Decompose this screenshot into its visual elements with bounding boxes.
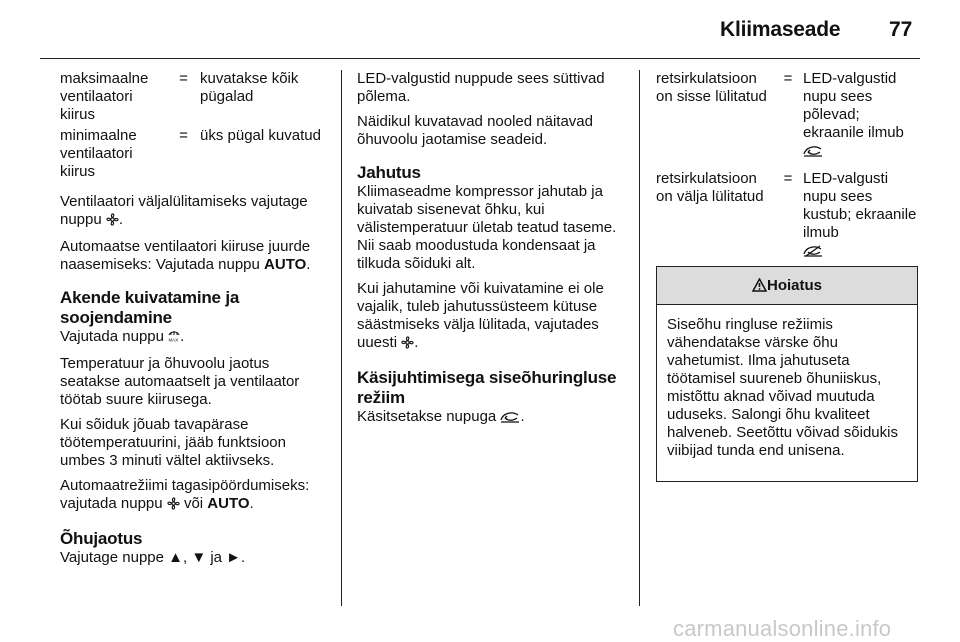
heading-air-distribution: Õhujaotus <box>60 529 143 548</box>
warning-triangle-icon <box>752 269 767 306</box>
heading-defrost: Akende kuivatamine ja soojendamine <box>60 288 240 327</box>
definition-row <box>60 70 322 124</box>
definition-term: retsirkulatsioon on sisse lülitatud <box>656 70 767 105</box>
heading-recirculation: Käsijuhtimisega siseõhuringluse režiim <box>357 368 617 407</box>
column-divider-2 <box>639 70 640 606</box>
footer-watermark: carmanualsonline.info <box>673 616 892 641</box>
recirculation-off-icon <box>803 244 823 262</box>
paragraph-text: . <box>306 256 311 273</box>
paragraph-text: või <box>183 495 204 512</box>
definition-desc: kuvatakse kõik pügalad <box>200 70 299 105</box>
paragraph-text: . <box>180 328 185 345</box>
paragraph-text: Vajutada nuppu <box>60 328 164 345</box>
paragraph-defrost-duration: Kui sõiduk jõuab tavapärase töötemperatuurini, jääb funktsioon umbes 3 minuti vältel aktiivseks. <box>60 416 286 469</box>
recirculation-definitions <box>656 70 920 262</box>
fan-speed-definitions <box>60 70 322 181</box>
definition-equals: = <box>179 70 188 87</box>
column-1 <box>60 70 322 574</box>
definition-desc: LED-valgusti nupu sees kustub; ekraanile ilmub <box>803 170 917 241</box>
auto-label: AUTO <box>207 495 250 512</box>
header-rule <box>40 58 920 59</box>
definition-term: minimaalne ventilaatori kiirus <box>60 127 137 180</box>
recirculation-icon <box>500 410 520 428</box>
paragraph-auto-fan <box>60 238 322 274</box>
definition-row <box>656 170 920 262</box>
definition-equals: = <box>179 127 188 144</box>
fan-icon <box>167 497 180 515</box>
paragraph-fan-off <box>60 193 322 231</box>
paragraph-cooling-off <box>357 280 625 354</box>
paragraph-air-distribution: Vajutage nuppe ▲, ▼ ja ►. <box>60 549 246 566</box>
definition-desc-block <box>803 170 920 262</box>
column-2 <box>357 70 625 435</box>
definition-term: retsirkulatsioon on välja lülitatud <box>656 170 764 205</box>
paragraph-text: . <box>414 334 419 351</box>
paragraph-text: Automaatrežiimi tagasipöördumiseks: vajutada nuppu <box>60 477 310 512</box>
fan-icon <box>106 213 119 231</box>
warning-box <box>656 266 918 482</box>
paragraph-led: LED-valgustid nuppude sees süttivad põlema. <box>357 70 605 105</box>
definition-equals: = <box>783 170 793 187</box>
auto-label: AUTO <box>264 256 307 273</box>
column-3 <box>656 70 920 265</box>
fan-icon <box>401 336 414 354</box>
paragraph-arrows: Näidikul kuvatavad nooled näitavad õhuvoolu jaotamise seadeid. <box>357 113 593 148</box>
definition-desc-block <box>803 70 920 162</box>
paragraph-return-auto <box>60 477 322 515</box>
paragraph-text: Kui jahutamine või kuivatamine ei ole vajalik, tuleb jahutussüsteem kütuse säästmiseks välja lülitada, vajutades uuesti <box>357 280 604 351</box>
definition-equals: = <box>783 70 793 87</box>
svg-text:MAX: MAX <box>168 337 179 343</box>
paragraph-recirculation <box>357 408 625 428</box>
warning-header <box>657 267 917 305</box>
paragraph-text: . <box>520 408 525 425</box>
paragraph-defrost-button <box>60 328 322 348</box>
definition-desc: LED-valgustid nupu sees põlevad; ekraanile ilmub <box>803 70 904 141</box>
paragraph-text: Käsitsetakse nupuga <box>357 408 497 425</box>
definition-term: maksimaalne ventilaatori kiirus <box>60 70 149 123</box>
paragraph-text: . <box>118 211 124 228</box>
warning-text: Siseõhu ringluse režiimis vähendatakse värske õhu vahetumist. Ilma jahutuseta töötamisel suureneb õhuniiskus, mistõttu aknad võivad muutuda uduseks. Salongi õhu kvaliteet halveneb. Seetõttu võivad sõidukis viibijad tunda end unisena. <box>667 316 898 459</box>
column-divider-1 <box>341 70 342 606</box>
definition-row <box>656 70 920 162</box>
warning-title: Hoiatus <box>766 277 822 294</box>
defrost-max-icon <box>168 329 180 348</box>
paragraph-cooling: Kliimaseadme kompressor jahutab ja kuivatab sisenevat õhku, kui välistemperatuur ületab teatud taseme. Nii saab moodustuda kondensaat ja tilkuda sõiduki alt. <box>357 183 617 272</box>
heading-cooling: Jahutus <box>357 163 421 182</box>
recirculation-on-icon <box>803 144 823 162</box>
header-title: Kliimaseade <box>720 18 841 41</box>
paragraph-text: Ventilaatori väljalülitamiseks vajutage nuppu <box>60 193 308 228</box>
page-number: 77 <box>889 18 913 41</box>
definition-row <box>60 127 322 181</box>
paragraph-text: Automaatse ventilaatori kiiruse juurde naasemiseks: Vajutada nuppu <box>60 238 311 273</box>
definition-desc: üks pügal kuvatud <box>200 127 321 144</box>
paragraph-defrost-auto: Temperatuur ja õhuvoolu jaotus seatakse automaatselt ja ventilaator töötab suure kiirusega. <box>60 355 300 408</box>
paragraph-text: . <box>249 495 254 512</box>
